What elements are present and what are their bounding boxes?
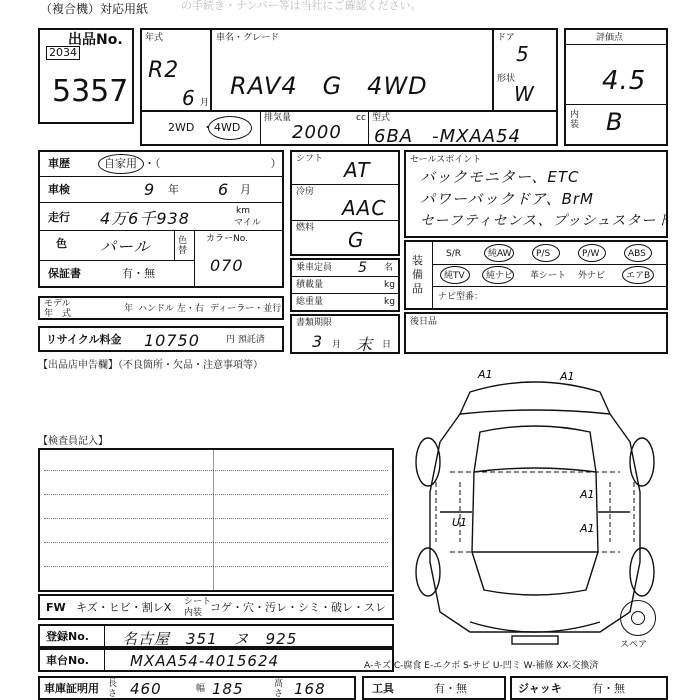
damage-mark-1: A1	[478, 368, 493, 381]
cert-row	[38, 676, 356, 700]
drive-row	[140, 110, 558, 146]
form-note: （複合機）対応用紙	[40, 2, 149, 16]
history-label: 車歴	[48, 157, 70, 170]
equip-navi: 純ナビ	[486, 271, 514, 281]
damage-mark-3: A1	[580, 488, 595, 501]
displacement-unit: cc	[356, 113, 366, 123]
damage-legend: A-キズ C-腐食 E-エクボ S-サビ U-凹ミ W-補修 XX-交換済	[364, 661, 599, 671]
fw-text2: コゲ・穴・汚レ・シミ・破レ・スレ	[210, 601, 386, 614]
jack-label: ジャッキ	[518, 682, 562, 695]
fw-naiso: 内装	[184, 608, 203, 618]
model-label: 型式	[372, 113, 391, 123]
interior-label: 内装	[570, 110, 580, 130]
year-era: R2	[148, 58, 180, 83]
shape-value: W	[514, 82, 535, 106]
chassis-row	[38, 648, 394, 672]
drive-dot: ・	[202, 121, 213, 134]
recycle-row	[38, 326, 284, 352]
circle-pw	[578, 244, 606, 262]
sales-line-1: バックモニター、ETC	[420, 168, 580, 186]
inspection-label: 車検	[48, 183, 70, 196]
color-value: パール	[100, 237, 151, 256]
deadline-day: 末	[356, 335, 374, 354]
color-label: 色	[56, 237, 67, 250]
door-shape-box	[492, 28, 558, 112]
displacement-label: 排気量	[264, 113, 292, 123]
seller-note-label: 【出品店申告欄】（不良箇所・欠品・注意事項等）	[38, 360, 263, 371]
car-value: RAV4 G 4WD	[230, 72, 428, 100]
mileage-value: 4万6千938	[100, 209, 190, 228]
fuel-value: G	[348, 228, 365, 252]
color-change-label: 色替	[178, 236, 188, 256]
year-month-suffix: 月	[200, 98, 210, 108]
mileage-label: 走行	[48, 211, 70, 224]
circle-tv	[440, 266, 470, 284]
inspection-year: 9	[144, 180, 156, 199]
warranty-label: 保証書	[48, 267, 81, 280]
mileage-unit-mile: マイル	[234, 218, 261, 228]
capacity-value: 5	[358, 260, 368, 276]
ac-label: 冷房	[296, 187, 315, 197]
spare-tire-icon	[620, 600, 656, 636]
history-selected: 自家用	[104, 157, 137, 170]
damage-mark-5: U1	[452, 516, 468, 529]
damage-mark-2: A1	[560, 370, 575, 383]
faded-header-text: の手続き・ナンバー等は当社にご確認ください。	[170, 0, 422, 12]
recycle-unit: 円 預託済	[226, 335, 265, 345]
sales-line-3: セーフティセンス、プッシュスタート	[420, 213, 672, 229]
equip-aw: 純AW	[488, 249, 512, 259]
inspection-month: 6	[218, 180, 230, 199]
inspector-box	[38, 448, 394, 592]
mileage-unit-km: km	[236, 206, 250, 216]
cert-height: 168	[294, 680, 326, 698]
circle-abs	[624, 244, 652, 262]
door-value: 5	[516, 42, 530, 66]
score-box	[564, 28, 668, 146]
equip-leather: 革シート	[530, 271, 567, 281]
car-box	[210, 28, 494, 112]
year-month: 6	[182, 86, 196, 110]
equip-ps: P/S	[536, 249, 551, 259]
equip-sr: S/R	[446, 249, 461, 259]
model-year-label2: 年 式	[44, 309, 72, 319]
equipment-box	[404, 240, 668, 310]
equip-pw: P/W	[582, 249, 600, 259]
shift-label: シフト	[296, 154, 324, 164]
fw-seat: シート	[184, 597, 212, 607]
inspection-year-unit: 年	[168, 183, 179, 196]
model-year-dealer: ディーラー・並行	[210, 304, 282, 314]
origin-label: 後日品	[410, 317, 438, 327]
spare-label: スペア	[620, 640, 648, 650]
year-label: 年式	[145, 33, 164, 43]
tools-box	[362, 676, 506, 700]
circle-navi	[482, 266, 514, 284]
deadline-label: 書類期限	[296, 318, 333, 328]
tools-options: 有・無	[434, 682, 467, 695]
registration-label: 登録No.	[46, 630, 89, 643]
capacity-label: 乗車定員	[296, 263, 333, 273]
shift-value: AT	[344, 158, 371, 182]
fw-label: FW	[46, 601, 66, 614]
cert-height-label: 高さ	[274, 679, 284, 699]
capacity-unit: 名	[384, 263, 394, 273]
drive-4wd-circle	[208, 116, 252, 140]
warranty-options: 有・無	[122, 267, 155, 280]
deadline-month-unit: 月	[332, 340, 342, 350]
color-code: 070	[210, 256, 244, 275]
recycle-value: 10750	[144, 331, 200, 350]
equip-airbag: エアB	[626, 271, 651, 281]
ac-value: AAC	[342, 196, 387, 220]
equip-tv: 純TV	[444, 271, 465, 281]
cert-length-label: 長さ	[108, 679, 118, 699]
sales-label: セールスポイント	[410, 155, 482, 165]
shape-label: 形状	[497, 74, 516, 84]
equip-navi-model: ナビ型番：	[438, 292, 484, 302]
model-value: 6BA -MXAA54	[374, 126, 522, 147]
weight-label: 総重量	[296, 297, 324, 307]
inspector-label: 【検査員記入】	[38, 436, 108, 447]
cert-width: 185	[212, 680, 244, 698]
lot-code: 2034	[46, 46, 80, 60]
car-label: 車名・グレード	[216, 33, 280, 43]
score-value: 4.5	[602, 66, 647, 96]
lot-label: 出品No.	[68, 32, 123, 48]
deadline-box	[290, 314, 400, 354]
model-year-label1: モデル	[44, 299, 71, 309]
displacement-value: 2000	[292, 122, 342, 143]
left-info	[38, 150, 284, 288]
inspection-month-unit: 月	[240, 183, 251, 196]
lot-box	[38, 28, 134, 124]
damage-mark-4: A1	[580, 522, 595, 535]
equipment-label: 装備品	[412, 254, 423, 295]
deadline-month: 3	[312, 332, 324, 351]
equip-extnavi: 外ナビ	[578, 271, 606, 281]
model-year-row	[38, 296, 284, 320]
jack-box	[510, 676, 668, 700]
equip-abs: ABS	[628, 249, 646, 259]
recycle-label: リサイクル料金	[46, 333, 122, 346]
drive-4wd: 4WD	[214, 121, 241, 134]
sales-line-2: パワーバックドア、BrM	[420, 190, 595, 208]
color-code-label: カラーNo.	[206, 234, 248, 244]
sales-box	[404, 150, 672, 238]
fw-row	[38, 594, 394, 620]
fuel-label: 燃料	[296, 223, 315, 233]
capacity-box	[290, 258, 400, 312]
load-label: 積載量	[296, 280, 324, 290]
lot-number: 5357	[52, 74, 129, 109]
interior-value: B	[606, 108, 624, 136]
circle-aw	[484, 244, 514, 262]
jack-options: 有・無	[592, 682, 625, 695]
history-circle	[98, 154, 144, 174]
chassis-value: MXAA54-4015624	[130, 652, 280, 670]
door-label: ドア	[497, 33, 515, 43]
registration-row	[38, 624, 394, 648]
deadline-day-unit: 日	[382, 340, 392, 350]
chassis-label: 車台No.	[46, 654, 89, 667]
circle-airbag	[622, 266, 654, 284]
registration-value: 名古屋 351 ヌ 925	[122, 630, 298, 648]
weight-unit: kg	[384, 297, 395, 307]
model-year-year: 年	[124, 304, 134, 314]
cert-width-label: 幅	[196, 684, 206, 694]
fw-text: キズ・ヒビ・割レX	[76, 601, 172, 614]
origin-box	[404, 312, 668, 354]
cert-length: 460	[130, 680, 162, 698]
circle-ps	[532, 244, 560, 262]
load-unit: kg	[384, 280, 395, 290]
score-label: 評価点	[596, 33, 624, 43]
drive-2wd: 2WD	[168, 121, 195, 134]
tools-label: 工具	[372, 682, 394, 695]
year-box	[140, 28, 212, 112]
model-year-handle: ハンドル 左・右	[138, 304, 204, 314]
history-rest: ・（ ）	[144, 157, 282, 170]
cert-label: 車庫証明用	[44, 682, 99, 695]
shift-box	[290, 150, 400, 256]
